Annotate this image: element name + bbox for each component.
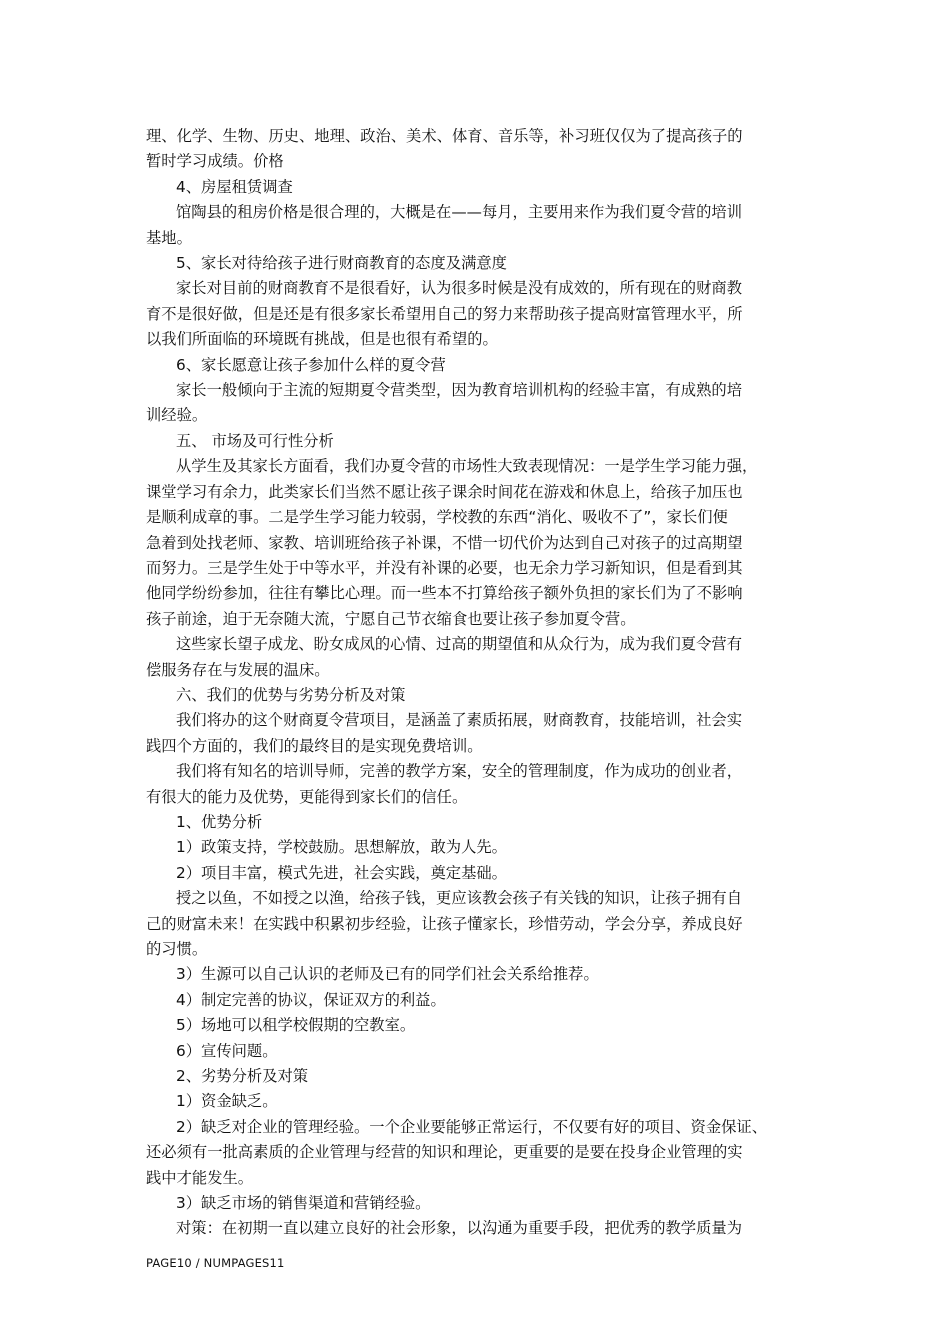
text-line: 偿服务存在与发展的温床。: [146, 660, 330, 679]
text-line: 家长对目前的财商教育不是很看好，认为很多时候是没有成效的，所有现在的财商教: [176, 279, 742, 298]
text-line: 急着到处找老师、家教、培训班给孩子补课，不惜一切代价为达到自己对孩子的过高期望: [146, 533, 743, 552]
text-line: 3）缺乏市场的销售渠道和营销经验。: [176, 1194, 431, 1213]
text-line: 家长一般倾向于主流的短期夏令营类型，因为教育培训机构的经验丰富，有成熟的培: [176, 381, 742, 400]
text-line: 践四个方面的，我们的最终目的是实现免费培训。: [146, 736, 483, 755]
text-line: 1）政策支持，学校鼓励。思想解放，敢为人先。: [176, 838, 507, 857]
text-line: 践中才能发生。: [146, 1168, 254, 1187]
text-line: 暂时学习成绩。价格: [146, 152, 284, 171]
text-line: 我们将办的这个财商夏令营项目，是涵盖了素质拓展，财商教育，技能培训，社会实: [176, 711, 742, 730]
text-line: 还必须有一批高素质的企业管理与经营的知识和理论，更重要的是要在投身企业管理的实: [146, 1143, 743, 1162]
text-line: 己的财富未来！在实践中积累初步经验，让孩子懂家长，珍惜劳动，学会分享，养成良好: [146, 914, 743, 933]
text-line: 课堂学习有余力，此类家长们当然不愿让孩子课余时间花在游戏和休息上，给孩子加压也: [146, 482, 743, 501]
text-line: 4）制定完善的协议，保证双方的利益。: [176, 990, 446, 1009]
text-line: 训经验。: [146, 406, 208, 425]
text-line: 1）资金缺乏。: [176, 1092, 278, 1111]
text-line: 2、劣势分析及对策: [176, 1067, 309, 1086]
text-line: 他同学纷纷参加，往往有攀比心理。而一些本不打算给孩子额外负担的家长们为了不影响: [146, 584, 743, 603]
text-line: 五、 市场及可行性分析: [176, 431, 334, 450]
text-line: 的习惯。: [146, 940, 208, 958]
text-line: 有很大的能力及优势，更能得到家长们的信任。: [146, 787, 468, 806]
text-line: 以我们所面临的环境既有挑战，但是也很有希望的。: [146, 330, 498, 349]
text-line: 六、我们的优势与劣势分析及对策: [176, 685, 406, 704]
text-line: 1、优势分析: [176, 812, 263, 831]
text-line: 而努力。三是学生处于中等水平，并没有补课的必要，也无余力学习新知识，但是看到其: [146, 558, 743, 577]
text-line: 是顺利成章的事。二是学生学习能力较弱，学校教的东西“消化、吸收不了”，家长们便: [146, 508, 728, 527]
text-line: 5、家长对待给孩子进行财商教育的态度及满意度: [176, 254, 507, 273]
text-line: 授之以鱼，不如授之以渔，给孩子钱，更应该教会孩子有关钱的知识，让孩子拥有自: [176, 889, 742, 908]
text-line: 理、化学、生物、历史、地理、政治、美术、体育、音乐等，补习班仅仅为了提高孩子的: [146, 127, 743, 145]
text-line: 馆陶县的租房价格是很合理的，大概是在——每月，主要用来作为我们夏令营的培训: [176, 203, 742, 222]
text-line: 我们将有知名的培训导师，完善的教学方案，安全的管理制度，作为成功的创业者，: [176, 762, 742, 781]
text-line: 从学生及其家长方面看，我们办夏令营的市场性大致表现情况：一是学生学习能力强，: [176, 457, 758, 476]
text-line: 6、家长愿意让孩子参加什么样的夏令营: [176, 355, 446, 374]
text-line: 5）场地可以租学校假期的空教室。: [176, 1016, 416, 1035]
page-footer: PAGE10 / NUMPAGES11: [146, 1256, 285, 1270]
text-line: 4、房屋租赁调查: [176, 177, 293, 196]
text-line: 孩子前途，迫于无奈随大流，宁愿自己节衣缩食也要让孩子参加夏令营。: [146, 609, 636, 628]
text-line: 这些家长望子成龙、盼女成凤的心情、过高的期望值和从众行为，成为我们夏令营有: [176, 635, 742, 654]
text-line: 6）宣传问题。: [176, 1041, 278, 1060]
text-line: 育不是很好做，但是还是有很多家长希望用自己的努力来帮助孩子提高财富管理水平，所: [146, 304, 743, 323]
text-line: 2）项目丰富，模式先进，社会实践，奠定基础。: [176, 863, 507, 882]
document-body: [146, 124, 814, 1242]
text-line: 基地。: [146, 228, 192, 247]
text-line: 3）生源可以自己认识的老师及已有的同学们社会关系给推荐。: [176, 965, 599, 984]
text-line: 对策：在初期一直以建立良好的社会形象，以沟通为重要手段，把优秀的教学质量为: [176, 1219, 742, 1238]
text-line: 2）缺乏对企业的管理经验。一个企业要能够正常运行，不仅要有好的项目、资金保证、: [176, 1117, 768, 1136]
